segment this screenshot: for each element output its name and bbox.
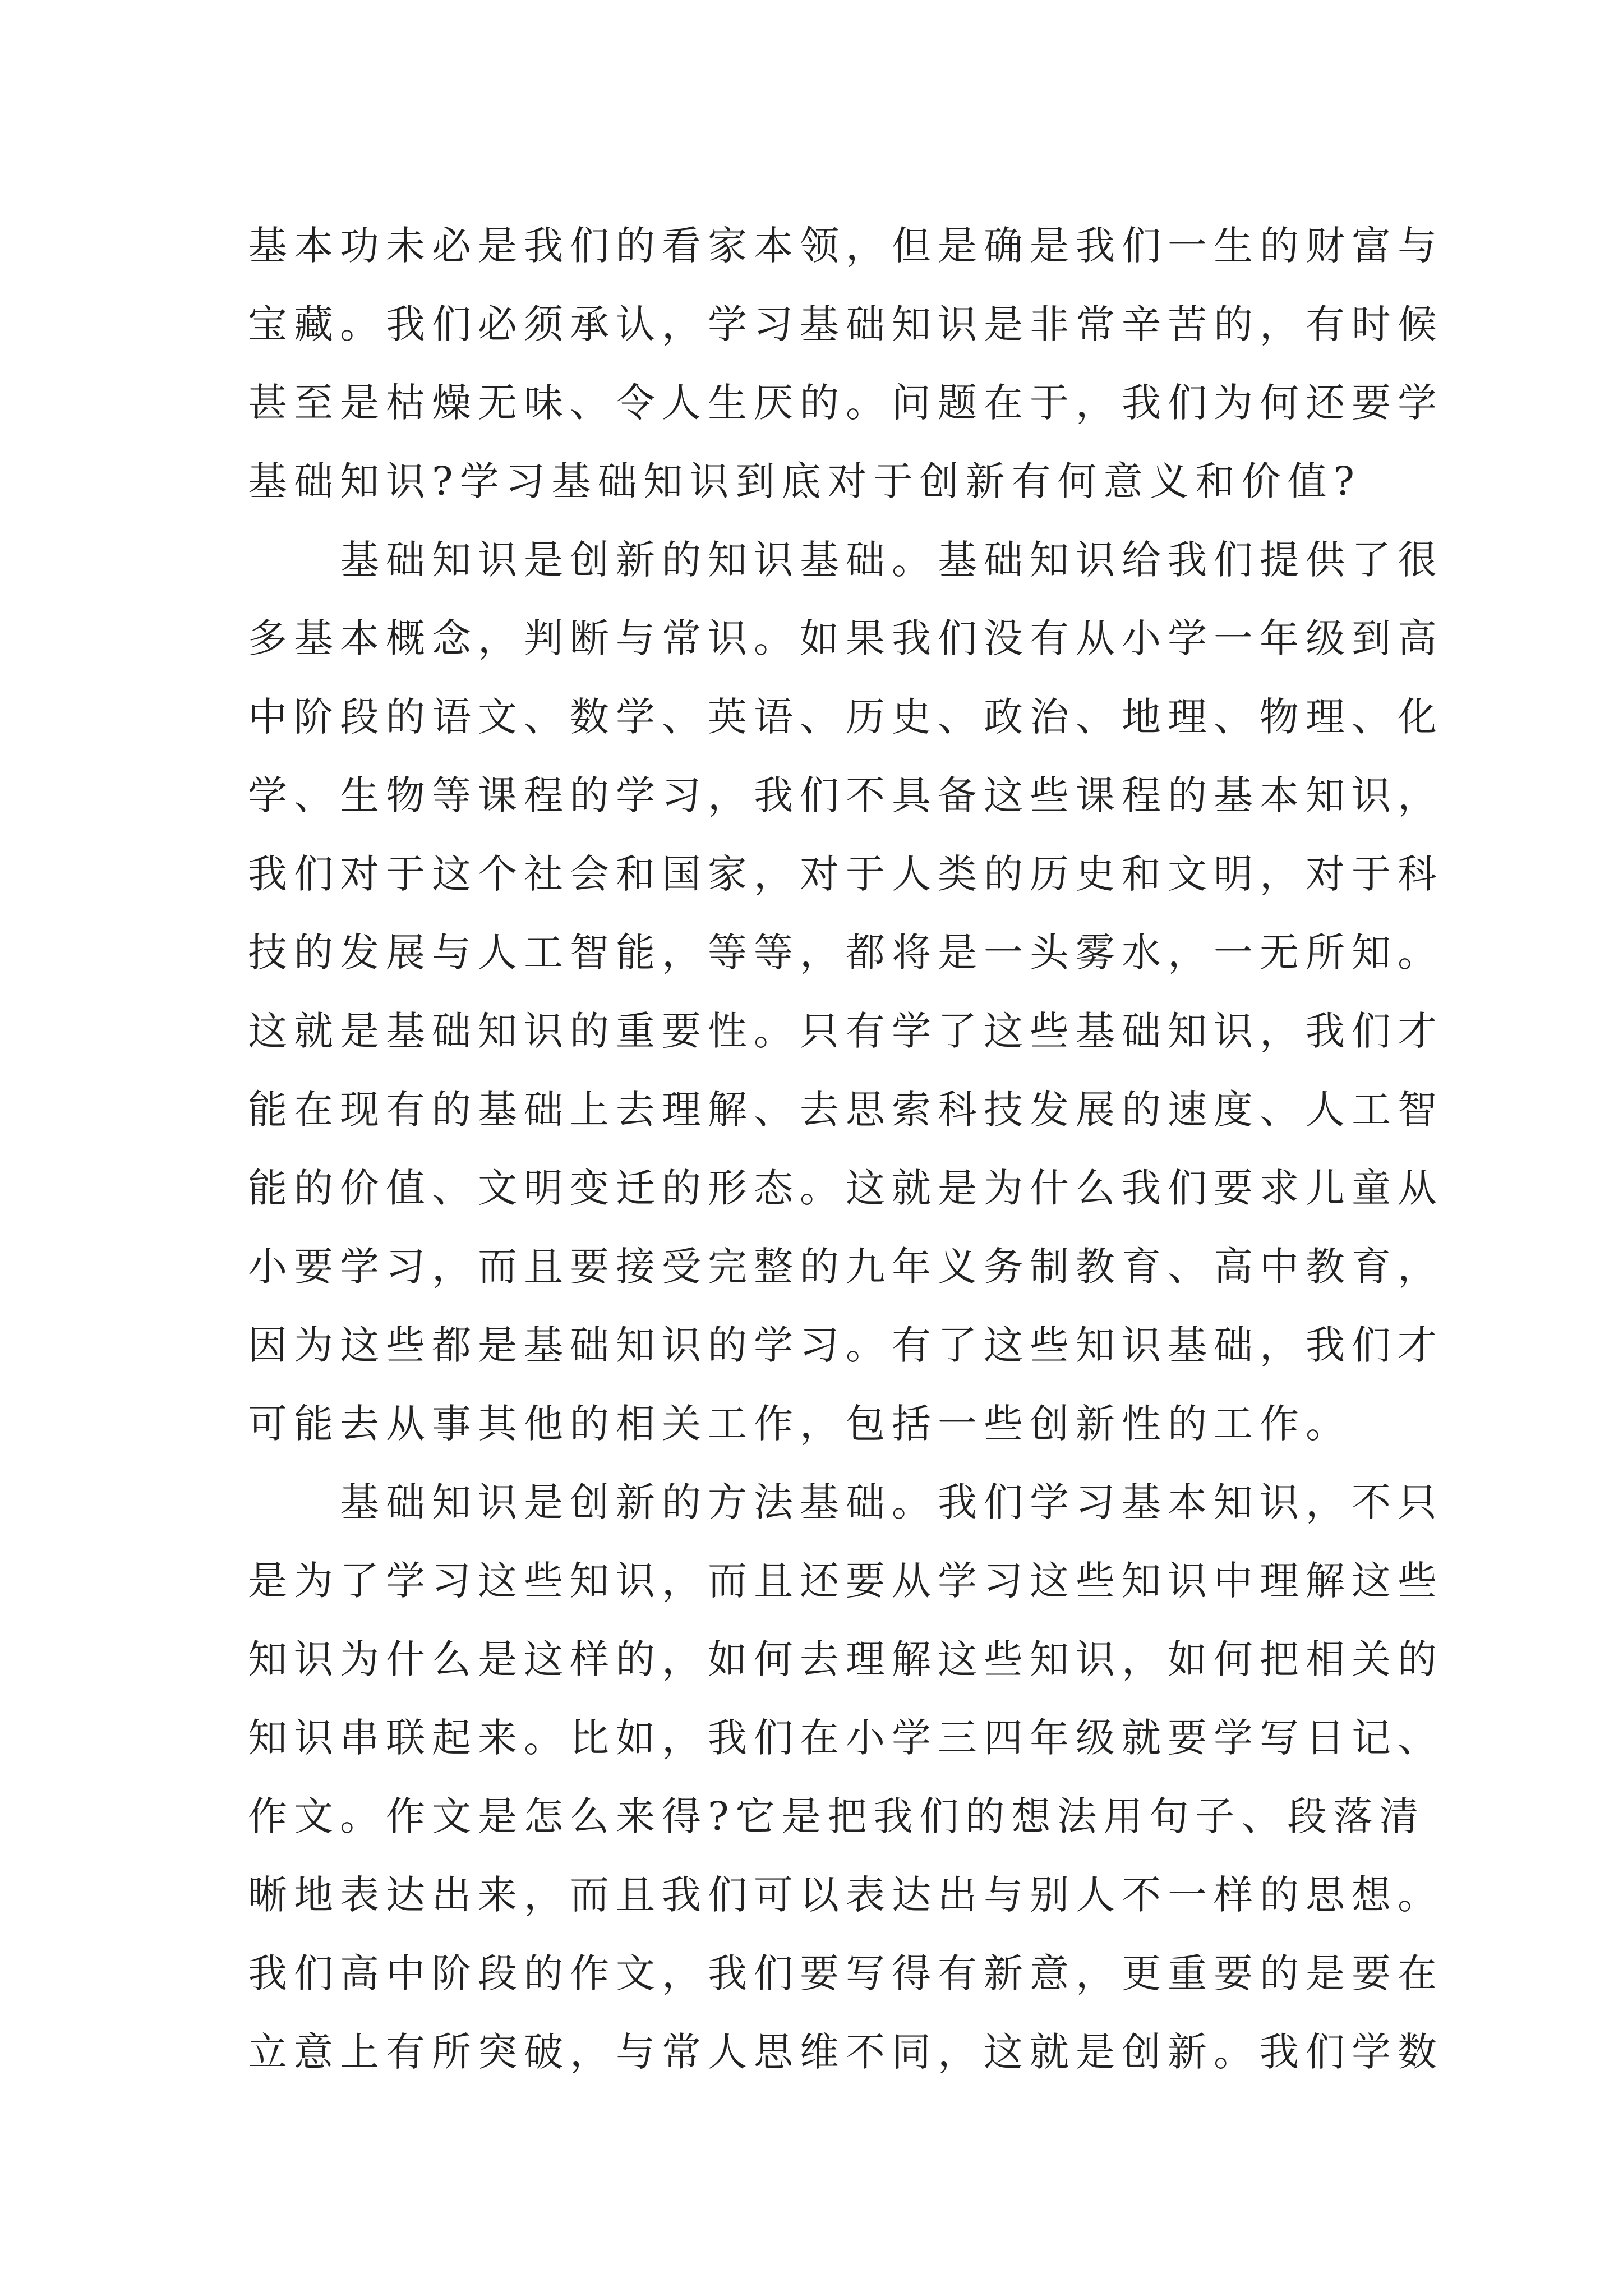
paragraph-start-line: 基础知识是创新的知识基础。基础知识给我们提供了很 — [340, 537, 1444, 583]
text-line: 知识为什么是这样的，如何去理解这些知识，如何把相关的 — [248, 1636, 1444, 1682]
text-line: 宝藏。我们必须承认，学习基础知识是非常辛苦的，有时候 — [248, 301, 1444, 347]
text-line: 因为这些都是基础知识的学习。有了这些知识基础，我们才 — [248, 1322, 1444, 1368]
text-line: 小要学习，而且要接受完整的九年义务制教育、高中教育， — [248, 1244, 1444, 1290]
text-line: 知识串联起来。比如，我们在小学三四年级就要学写日记、 — [248, 1715, 1444, 1761]
text-line: 学、生物等课程的学习，我们不具备这些课程的基本知识， — [248, 772, 1444, 818]
text-line: 技的发展与人工智能，等等，都将是一头雾水，一无所知。 — [248, 930, 1444, 976]
text-line: 晰地表达出来，而且我们可以表达出与别人不一样的思想。 — [248, 1872, 1444, 1918]
body-text — [248, 206, 1444, 2091]
text-line: 可能去从事其他的相关工作，包括一些创新性的工作。 — [248, 1401, 1352, 1447]
text-line: 立意上有所突破，与常人思维不同，这就是创新。我们学数 — [248, 2029, 1444, 2075]
text-line: 是为了学习这些知识，而且还要从学习这些知识中理解这些 — [248, 1558, 1444, 1604]
text-line: 我们对于这个社会和国家，对于人类的历史和文明，对于科 — [248, 851, 1444, 897]
text-line: 能的价值、文明变迁的形态。这就是为什么我们要求儿童从 — [248, 1165, 1444, 1211]
text-line: 基础知识?学习基础知识到底对于创新有何意义和价值? — [248, 458, 1362, 504]
paragraph-start-line: 基础知识是创新的方法基础。我们学习基本知识，不只 — [340, 1479, 1444, 1525]
text-line: 这就是基础知识的重要性。只有学了这些基础知识，我们才 — [248, 1008, 1444, 1054]
text-line: 甚至是枯燥无味、令人生厌的。问题在于，我们为何还要学 — [248, 380, 1444, 426]
text-line: 能在现有的基础上去理解、去思索科技发展的速度、人工智 — [248, 1087, 1444, 1133]
text-line: 中阶段的语文、数学、英语、历史、政治、地理、物理、化 — [248, 694, 1444, 740]
text-line: 多基本概念，判断与常识。如果我们没有从小学一年级到高 — [248, 615, 1444, 661]
text-line: 作文。作文是怎么来得?它是把我们的想法用句子、段落清 — [248, 1793, 1426, 1839]
text-line: 我们高中阶段的作文，我们要写得有新意，更重要的是要在 — [248, 1950, 1444, 1996]
text-line: 基本功未必是我们的看家本领，但是确是我们一生的财富与 — [248, 223, 1444, 269]
